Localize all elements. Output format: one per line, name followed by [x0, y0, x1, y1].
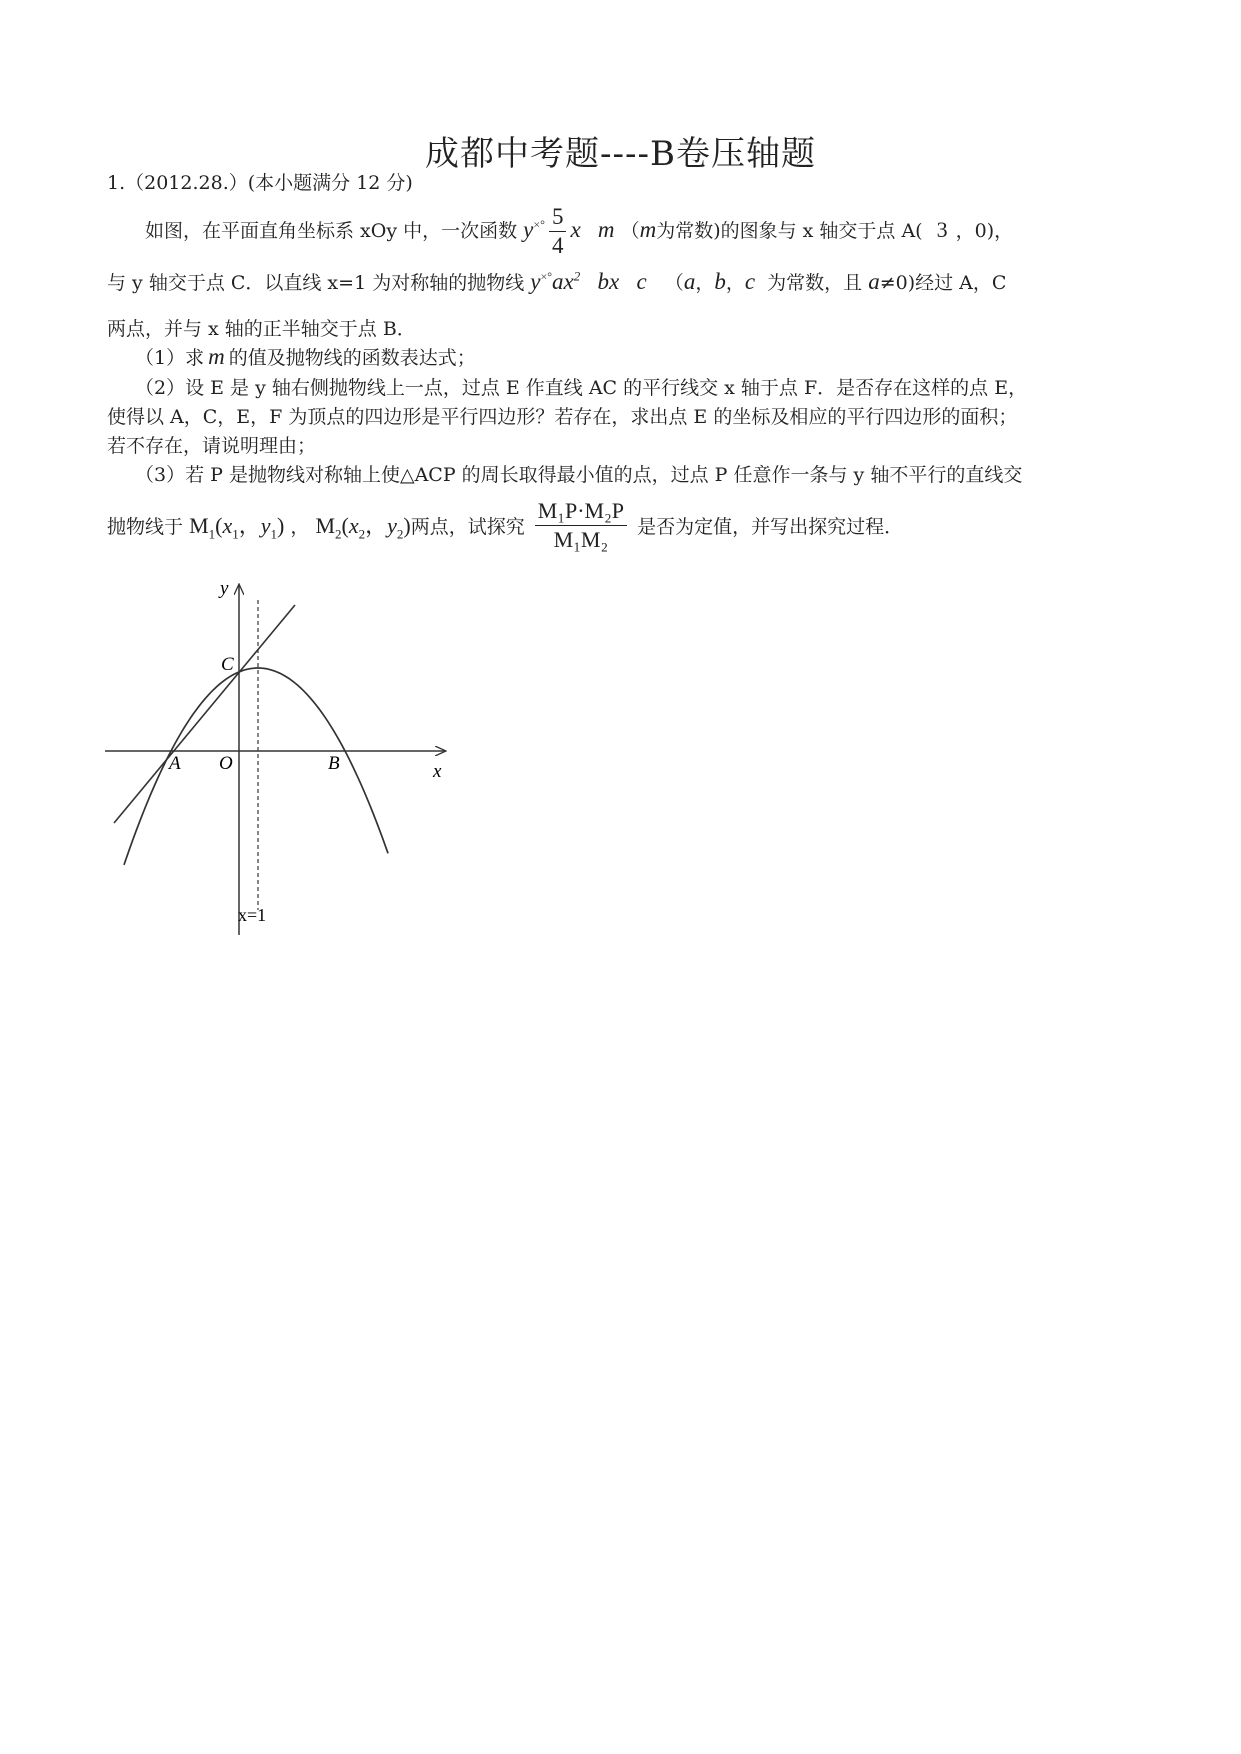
y-axis-label: y	[220, 580, 229, 599]
fraction-numerator: M₁P·M₂P	[535, 497, 627, 526]
x-axis-label: x	[433, 761, 442, 782]
symmetry-axis-label: x=1	[238, 905, 267, 925]
q3-post-text: 是否为定值，并写出探究过程．	[637, 516, 904, 538]
q3-mid-text: 两点，试探究	[410, 516, 525, 538]
intro-line-2: 与 y 轴交于点 C．以直线 x=1 为对称轴的抛物线 $y^{\times^\circ}ax^2$ bx c （a，b，c 为常数，且 a≠0)经过 A，C	[107, 268, 1007, 294]
intro-line-3: 两点，并与 x 轴的正半轴交于点 B．	[107, 318, 416, 340]
intro-text-2: 为常数)的图象与 x 轴交于点 A(	[656, 219, 923, 242]
point-c-label: C	[221, 654, 234, 675]
q1-label: （1）求	[135, 347, 205, 369]
formula-linear: y×° $\frac{5}{4}$ x m	[523, 204, 615, 258]
q3-sep: ，	[290, 516, 310, 538]
question-2-line-3: 若不存在，请说明理由；	[107, 435, 317, 457]
point-a-label: A	[169, 753, 181, 774]
question-3-line-2: 抛物线于 $M_1(x_1$，$y_1$) ， $M_2(x_2$，$y_2$)两点，试探究 $\frac{\text{M₁P·M₂P}}{\text{M₁M₂}}$ 是否为定值，并写出探究过程．	[107, 498, 904, 552]
intro-line-2-post: 为常数，且	[767, 272, 863, 294]
question-2-line-1: （2）设 E 是 y 轴右侧抛物线上一点，过点 E 作直线 AC 的平行线交 x 轴于点 F．是否存在这样的点 E，	[135, 377, 1028, 399]
q3-pre-text: 抛物线于	[107, 516, 184, 538]
linear-function-line	[114, 605, 295, 823]
intro-text: 如图，在平面直角坐标系 xOy 中，一次函数	[145, 219, 518, 242]
question-1: （1）求 m 的值及抛物线的函数表达式；	[135, 344, 476, 369]
parabola-figure	[105, 580, 465, 945]
question-2-line-2: 使得以 A，C，E，F 为顶点的四边形是平行四边形？若存在，求出点 E 的坐标及相应的平行四边形的面积；	[107, 406, 1018, 428]
intro-line-2-end: ≠0)经过 A，C	[879, 272, 1007, 294]
question-3-line-1: （3）若 P 是抛物线对称轴上使△ACP 的周长取得最小值的点，过点 P 任意作一条与 y 轴不平行的直线交	[135, 464, 1023, 486]
formula-parabola: $y^{\times^\circ}ax^2$ bx c	[530, 268, 647, 294]
intro-line-1: 如图，在平面直角坐标系 xOy 中，一次函数 y×° $\frac{5}{4}$ x m （m为常数)的图象与 x 轴交于点 A( 3 ，0)，	[145, 204, 1014, 258]
q1-text: 的值及抛物线的函数表达式；	[228, 347, 476, 369]
intro-line-2-text: 与 y 轴交于点 C．以直线 x=1 为对称轴的抛物线	[107, 272, 525, 294]
parabola-curve	[124, 668, 388, 865]
fraction-denominator: M₁M₂	[553, 527, 609, 552]
page-title: 成都中考题----B卷压轴题	[425, 134, 816, 174]
ratio-fraction	[535, 497, 627, 554]
intro-text-3: ，0)，	[955, 219, 1014, 242]
point-a-x: 3	[936, 216, 948, 242]
point-b-label: B	[328, 753, 340, 774]
origin-label: O	[219, 753, 233, 774]
question-header: 1.（2012.28.）(本小题满分 12 分)	[107, 172, 413, 194]
